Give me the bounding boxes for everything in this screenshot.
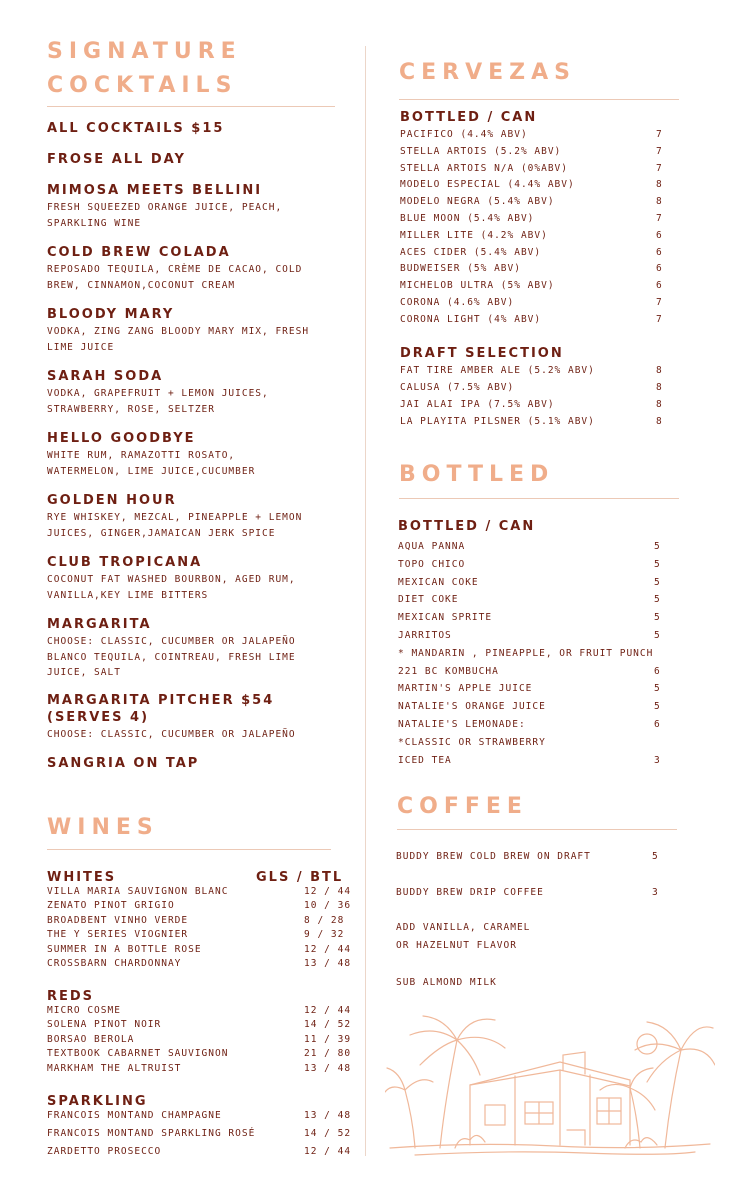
beer-row-name: BLUE MOON (5.4% ABV) xyxy=(400,213,535,224)
wine-row-name: TEXTBOOK CABARNET SAUVIGNON xyxy=(47,1048,229,1060)
beer-row-price: 7 xyxy=(656,145,663,157)
cocktail-item xyxy=(47,368,362,417)
beer-row-price: 6 xyxy=(656,229,663,241)
wine-row-price: 12 / 44 xyxy=(304,943,352,955)
cocktail-item xyxy=(47,692,362,743)
wine-row-price: 9 / 32 xyxy=(304,929,345,941)
sparkling-heading: SPARKLING xyxy=(47,1094,148,1109)
bottled-row-price: 5 xyxy=(654,558,661,570)
beer-row-price: 8 xyxy=(656,179,663,191)
beer-row-name: MODELO NEGRA (5.4% ABV) xyxy=(400,196,555,208)
bottled-row-price: 5 xyxy=(654,701,661,713)
beer-row-name: BUDWEISER (5% ABV) xyxy=(400,263,521,275)
coffee-addon-line1: ADD VANILLA, CARAMEL xyxy=(396,922,531,933)
cocktail-description: CHOOSE: CLASSIC, CUCUMBER OR JALAPEÑO xyxy=(47,729,296,740)
bottled-row-name: MARTIN'S APPLE JUICE xyxy=(398,683,533,695)
cocktail-item xyxy=(47,755,362,772)
wine-row-price: 21 / 80 xyxy=(304,1048,352,1060)
wine-row-price: 13 / 48 xyxy=(304,1062,352,1074)
wine-row-price: 13 / 48 xyxy=(304,958,352,969)
wine-row-name: CROSSBARN CHARDONNAY xyxy=(47,958,182,969)
cocktail-name: ALL COCKTAILS $15 xyxy=(47,121,225,136)
cocktail-item xyxy=(47,554,362,603)
wine-row-price: 8 / 28 xyxy=(304,914,345,926)
beer-row-name: MILLER LITE (4.2% ABV) xyxy=(400,229,548,241)
cocktail-item xyxy=(47,120,362,137)
bottled-row-name: NATALIE'S LEMONADE: xyxy=(398,719,526,730)
signature-cocktails-rule xyxy=(47,106,335,107)
cocktail-item xyxy=(47,616,362,681)
coffee-row-price: 3 xyxy=(652,886,659,898)
wine-row-name: ZENATO PINOT GRIGIO xyxy=(47,900,175,912)
beer-row-price: 7 xyxy=(656,213,663,224)
cocktail-item xyxy=(47,244,362,293)
bottled-row-price: 5 xyxy=(654,541,661,552)
wine-row-price: 14 / 52 xyxy=(304,1128,352,1139)
cocktail-description: REPOSADO TEQUILA, CRÈME DE CACAO, COLD BREW, CINNAMON,COCONUT CREAM xyxy=(47,264,303,291)
bottled-rule xyxy=(399,498,679,499)
wine-row-name: MICRO COSME xyxy=(47,1005,121,1016)
cocktail-item xyxy=(47,182,362,231)
coffee-row-name: BUDDY BREW COLD BREW ON DRAFT xyxy=(396,851,591,862)
draft-heading: DRAFT SELECTION xyxy=(400,346,564,361)
bottled-row-name: DIET COKE xyxy=(398,594,459,606)
cocktail-name: GOLDEN HOUR xyxy=(47,493,177,508)
bottled-row-price: 5 xyxy=(654,683,661,695)
beer-row-price: 6 xyxy=(656,263,663,275)
wine-row-price: 14 / 52 xyxy=(304,1019,352,1031)
beer-row-name: CORONA (4.6% ABV) xyxy=(400,297,515,308)
cocktail-name: MARGARITA xyxy=(47,617,152,632)
cocktail-name: BLOODY MARY xyxy=(47,307,175,322)
beer-row-price: 7 xyxy=(656,129,663,140)
beer-row-name: JAI ALAI IPA (7.5% ABV) xyxy=(400,399,555,410)
column-divider xyxy=(365,46,366,1156)
cocktail-description: CHOOSE: CLASSIC, CUCUMBER OR JALAPEÑO BLANCO TEQUILA, COINTREAU, FRESH LIME JUICE, SALT xyxy=(47,636,296,678)
wine-row-price: 12 / 44 xyxy=(304,1146,352,1157)
bottled-row-name: ICED TEA xyxy=(398,754,452,766)
wine-row-price: 12 / 44 xyxy=(304,1005,352,1016)
cocktail-name: COLD BREW COLADA xyxy=(47,245,231,260)
beer-row-price: 6 xyxy=(656,280,663,292)
cocktail-name: SANGRIA ON TAP xyxy=(47,756,200,771)
bottled-row-name: MEXICAN SPRITE xyxy=(398,612,493,624)
cocktail-item xyxy=(47,151,362,168)
wine-row-name: BORSAO BEROLA xyxy=(47,1033,135,1045)
signature-cocktails-title: SIGNATURE COCKTAILS xyxy=(47,39,242,98)
cocktail-item xyxy=(47,430,362,479)
beer-row-name: STELLA ARTOIS N/A (0%ABV) xyxy=(400,162,568,174)
beer-row-name: PACIFICO (4.4% ABV) xyxy=(400,129,528,140)
cocktail-description: VODKA, GRAPEFRUIT + LEMON JUICES, STRAWBERRY, ROSE, SELTZER xyxy=(47,388,269,415)
cervezas-title: CERVEZAS xyxy=(399,60,576,85)
wine-row-price: 13 / 48 xyxy=(304,1110,352,1121)
bottled-row-name: JARRITOS xyxy=(398,630,452,641)
bottled-row-price: 5 xyxy=(654,630,661,641)
bottled-row-price: 5 xyxy=(654,612,661,624)
bottled-row-price: 5 xyxy=(654,594,661,606)
wine-row-name: SUMMER IN A BOTTLE ROSE xyxy=(47,943,202,955)
wine-row-name: BROADBENT VINHO VERDE xyxy=(47,914,189,926)
cocktail-name: CLUB TROPICANA xyxy=(47,555,203,570)
almond-milk-note: SUB ALMOND MILK xyxy=(396,977,497,988)
cocktail-name: FROSE ALL DAY xyxy=(47,152,186,167)
wine-row-name: FRANCOIS MONTAND CHAMPAGNE xyxy=(47,1110,222,1121)
gls-btl-heading: GLS / BTL xyxy=(256,870,344,885)
reds-heading: REDS xyxy=(47,989,95,1004)
wines-rule xyxy=(47,849,331,850)
coffee-row-name: BUDDY BREW DRIP COFFEE xyxy=(396,886,544,898)
beer-row-name: CORONA LIGHT (4% ABV) xyxy=(400,313,542,325)
building-palm-sketch xyxy=(385,1010,715,1160)
beer-row-price: 8 xyxy=(656,196,663,208)
beer-row-name: MICHELOB ULTRA (5% ABV) xyxy=(400,280,555,292)
cervezas-bottled-heading: BOTTLED / CAN xyxy=(400,110,538,125)
bottled-row-name: AQUA PANNA xyxy=(398,541,466,552)
cocktail-description: VODKA, ZING ZANG BLOODY MARY MIX, FRESH LIME JUICE xyxy=(47,326,310,353)
bottled-row-name: MEXICAN COKE xyxy=(398,576,479,588)
cocktail-item xyxy=(47,306,362,355)
cocktail-name: SARAH SODA xyxy=(47,369,164,384)
beer-row-price: 7 xyxy=(656,162,663,174)
cocktail-name: MIMOSA MEETS BELLINI xyxy=(47,183,263,198)
cocktail-name: HELLO GOODBYE xyxy=(47,431,196,446)
beer-row-name: STELLA ARTOIS (5.2% ABV) xyxy=(400,145,562,157)
bottled-row-price: 6 xyxy=(654,719,661,730)
cervezas-rule xyxy=(399,99,679,100)
bottled-row-name: TOPO CHICO xyxy=(398,558,466,570)
beer-row-name: CALUSA (7.5% ABV) xyxy=(400,382,515,393)
bottled-can-heading: BOTTLED / CAN xyxy=(398,519,536,534)
cocktail-name: MARGARITA PITCHER $54 (SERVES 4) xyxy=(47,693,275,725)
bottled-title: BOTTLED xyxy=(399,462,555,487)
bottled-row-name: NATALIE'S ORANGE JUICE xyxy=(398,701,546,713)
wine-row-name: ZARDETTO PROSECCO xyxy=(47,1146,162,1157)
bottled-row-price: 3 xyxy=(654,754,661,766)
coffee-addon-line2: OR HAZELNUT FLAVOR xyxy=(396,940,517,951)
bottled-row-price: 6 xyxy=(654,665,661,677)
beer-row-name: FAT TIRE AMBER ALE (5.2% ABV) xyxy=(400,365,595,376)
cocktail-description: RYE WHISKEY, MEZCAL, PINEAPPLE + LEMON JUICES, GINGER,JAMAICAN JERK SPICE xyxy=(47,512,303,539)
bottled-row-name: * MANDARIN , PINEAPPLE, OR FRUIT PUNCH xyxy=(398,647,654,659)
cocktail-description: WHITE RUM, RAMAZOTTI ROSATO, WATERMELON, LIME JUICE,CUCUMBER xyxy=(47,450,256,477)
beer-row-name: MODELO ESPECIAL (4.4% ABV) xyxy=(400,179,575,191)
wine-row-name: MARKHAM THE ALTRUIST xyxy=(47,1062,182,1074)
beer-row-price: 8 xyxy=(656,382,663,393)
wine-row-price: 10 / 36 xyxy=(304,900,352,912)
wine-row-name: VILLA MARIA SAUVIGNON BLANC xyxy=(47,886,229,897)
cocktail-item xyxy=(47,492,362,541)
beer-row-price: 7 xyxy=(656,313,663,325)
bottled-row-name: 221 BC KOMBUCHA xyxy=(398,665,499,677)
coffee-rule xyxy=(397,829,677,830)
beer-row-price: 8 xyxy=(656,416,663,427)
wine-row-name: FRANCOIS MONTAND SPARKLING ROSÉ xyxy=(47,1128,256,1139)
cocktail-description: FRESH SQUEEZED ORANGE JUICE, PEACH, SPARKLING WINE xyxy=(47,202,283,229)
beer-row-price: 8 xyxy=(656,399,663,410)
coffee-title: COFFEE xyxy=(397,794,528,819)
beer-row-name: LA PLAYITA PILSNER (5.1% ABV) xyxy=(400,416,595,427)
wine-row-price: 12 / 44 xyxy=(304,886,352,897)
wine-row-name: SOLENA PINOT NOIR xyxy=(47,1019,162,1031)
wine-row-name: THE Y SERIES VIOGNIER xyxy=(47,929,189,941)
bottled-row-name: *CLASSIC OR STRAWBERRY xyxy=(398,736,546,748)
wines-title: WINES xyxy=(47,815,159,840)
wine-row-price: 11 / 39 xyxy=(304,1033,352,1045)
beer-row-price: 6 xyxy=(656,246,663,258)
beer-row-name: ACES CIDER (5.4% ABV) xyxy=(400,246,542,258)
coffee-row-price: 5 xyxy=(652,851,659,862)
beer-row-price: 7 xyxy=(656,297,663,308)
whites-heading: WHITES xyxy=(47,870,117,885)
cocktail-description: COCONUT FAT WASHED BOURBON, AGED RUM, VANILLA,KEY LIME BITTERS xyxy=(47,574,296,601)
beer-row-price: 8 xyxy=(656,365,663,376)
bottled-row-price: 5 xyxy=(654,576,661,588)
